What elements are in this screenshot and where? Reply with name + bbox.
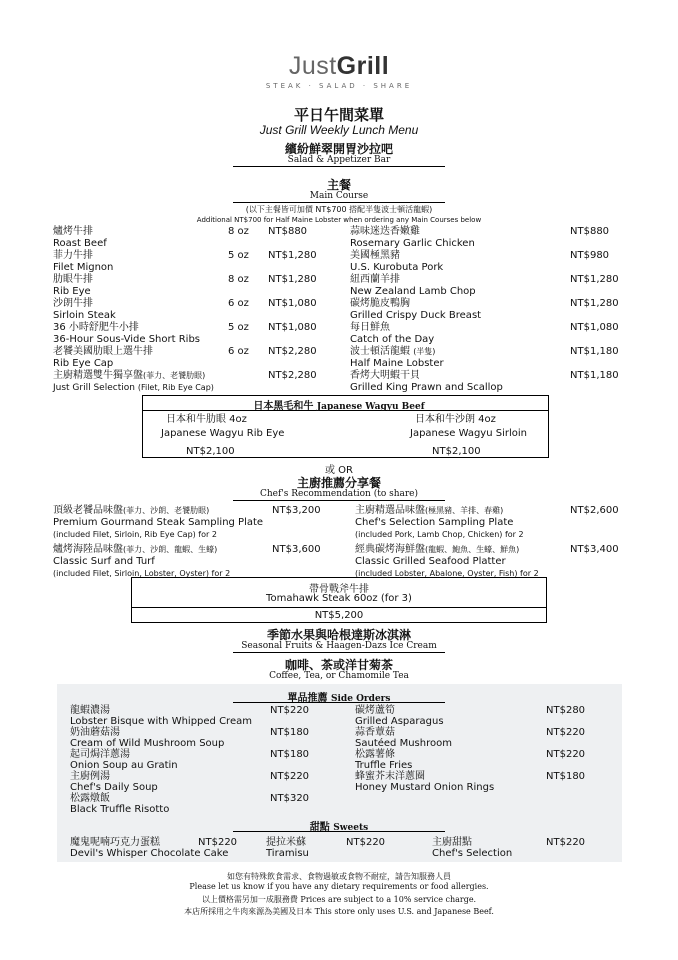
side-orders-title-zh: 單品推薦 [287,693,328,704]
side-price: NT$280 [546,705,586,716]
logo-just: Just [288,52,337,80]
footer-allergy-en: Please let us know if you have any dietary requirements or food allergies. [189,882,489,891]
dish-price: NT$1,080 [268,298,317,309]
dish-zh: 每日鮮魚 [350,322,390,333]
sweet-price: NT$220 [346,837,386,848]
dish-price: NT$880 [570,226,610,237]
footer-allergy-zh: 如您有特殊飲食需求、食物過敏或食物不耐症，請告知服務人員 [227,872,451,881]
logo-tagline: STEAK · SALAD · SHARE [265,82,413,90]
wagyu-sirloin-price: NT$2,100 [432,446,481,457]
side-price: NT$180 [546,771,586,782]
side-zh: 蜂蜜芥末洋蔥圈 [355,771,425,782]
dish-zh [350,346,435,358]
sweet-zh: 提拉米蘇 [266,837,306,848]
sweet-price: NT$220 [546,837,586,848]
share-zh-note: (菲力、沙朗、老饕肋眼) [123,506,210,515]
dish-zh: 菲力牛排 [53,250,93,261]
dish-en: Grilled Crispy Duck Breast [350,310,482,321]
side-zh: 龍蝦濃湯 [70,705,110,716]
side-price: NT$320 [270,793,310,804]
dish-oz: 6 oz [228,346,249,357]
salad-bar-zh: 繽紛鮮翠開胃沙拉吧 [284,142,393,156]
dish-zh: 美國極黑豬 [350,250,400,261]
dish-zh: 老饕美國肋眼上選牛排 [53,346,153,357]
side-zh: 碳烤蘆筍 [355,705,395,716]
divider [233,202,445,203]
side-price: NT$220 [270,705,310,716]
dish-zh: 爐烤牛排 [53,226,93,237]
divider [233,831,445,832]
dish-en: Roast Beef [53,238,107,249]
sweets-title-zh: 甜點 [309,822,330,833]
share-title-zh: 主廚推薦分享餐 [296,476,381,490]
dish-en-note: (Filet, Rib Eye Cap) [137,383,214,392]
dessert-bar-zh: 季節水果與哈根達斯冰淇淋 [266,628,411,642]
dish-price: NT$1,280 [268,274,317,285]
footer-service-charge: 以上價格需另加一成服務費 Prices are subject to a 10% service charge. [201,895,477,904]
share-zh-note: (菲力、沙朗、龍蝦、生蠔) [123,545,218,554]
dish-zh: 紐西蘭羊排 [350,274,400,285]
side-price: NT$180 [270,749,310,760]
drinks-en: Coffee, Tea, or Chamomile Tea [269,671,409,681]
share-zh [53,544,217,556]
wagyu-sirloin-zh: 日本和牛沙朗 4oz [415,414,496,425]
divider [233,702,445,703]
share-zh-note: (龍蝦、鮑魚、生蠔、鮮魚) [425,545,520,554]
side-price: NT$180 [270,727,310,738]
divider [233,500,445,501]
wagyu-ribeye-price: NT$2,100 [186,446,235,457]
dish-price: NT$2,280 [268,346,317,357]
dish-zh: 蒜味迷迭香嫩雞 [350,226,420,237]
side-en: Sautéed Mushroom [355,738,452,749]
sweet-zh: 主廚甜點 [432,837,472,848]
drinks-zh: 咖啡、茶或洋甘菊茶 [284,658,393,672]
side-zh: 起司焗洋蔥湯 [70,749,130,760]
side-price: NT$220 [546,749,586,760]
share-en-note: (included Filet, Sirloin, Lobster, Oyster) for 2 [53,569,231,578]
side-price: NT$220 [270,771,310,782]
wagyu-title-en: Japanese Wagyu Beef [316,402,425,412]
sweet-en: Chef's Selection [432,848,513,859]
divider [233,652,445,653]
menu-title-en: Just Grill Weekly Lunch Menu [259,123,419,137]
dish-zh: 肋眼牛排 [53,274,93,285]
dish-oz: 5 oz [228,322,249,333]
side-zh: 蒜香蕈菇 [355,727,395,738]
share-zh-name: 頂級老饕品味盤 [53,505,123,516]
footer-beef-source: 本店所採用之牛肉來源為美國及日本 This store only uses U.S. and Japanese Beef. [184,907,494,916]
share-price: NT$3,600 [272,544,321,555]
divider [131,607,547,608]
logo-grill: Grill [336,52,390,80]
side-en: Lobster Bisque with Whipped Cream [70,716,252,727]
dish-price: NT$2,280 [268,370,317,381]
side-zh: 主廚例湯 [70,771,110,782]
dish-zh [53,370,205,382]
lobster-note-zh: (以下主餐皆可加價 NT$700 搭配半隻波士頓活龍蝦) [245,205,433,214]
share-price: NT$3,400 [570,544,619,555]
or-divider: 或 OR [325,465,353,476]
dish-zh: 沙朗牛排 [53,298,93,309]
dish-price: NT$1,180 [570,346,619,357]
dish-en: U.S. Kurobuta Pork [350,262,444,273]
main-course-title-en: Main Course [309,191,369,201]
tomahawk-en: Tomahawk Steak 60oz (for 3) [266,593,412,604]
share-en-note: (included Filet, Sirloin, Rib Eye Cap) for 2 [53,530,217,539]
sweets-title-en: Sweets [333,823,369,833]
dish-en-name: Just Grill Selection [53,383,135,393]
dish-oz: 6 oz [228,298,249,309]
dish-zh-note: (菲力、老饕肋眼) [143,371,206,380]
sweet-en: Devil's Whisper Chocolate Cake [70,848,229,859]
lobster-note-en: Additional NT$700 for Half Maine Lobster when ordering any Main Courses below [196,216,482,224]
share-title-en: Chef's Recommendation (to share) [259,489,419,499]
dish-oz: 5 oz [228,250,249,261]
side-en: Black Truffle Risotto [70,804,170,815]
wagyu-ribeye-en: Japanese Wagyu Rib Eye [161,428,285,439]
dish-oz: 8 oz [228,226,249,237]
dish-en: New Zealand Lamb Chop [350,286,476,297]
sweet-price: NT$220 [198,837,238,848]
dish-en: Rosemary Garlic Chicken [350,238,475,249]
share-en: Premium Gourmand Steak Sampling Plate [53,517,264,528]
brand-logo [0,52,678,81]
dish-en: Half Maine Lobster [350,358,444,369]
dish-en [53,382,214,394]
side-orders-panel [57,684,622,862]
dish-zh: 36 小時舒肥牛小排 [53,322,139,333]
share-price: NT$2,600 [570,505,619,516]
share-en: Classic Surf and Turf [53,556,155,567]
wagyu-title-zh: 日本黑毛和牛 [253,401,314,412]
share-zh-name: 爐烤海陸品味盤 [53,544,123,555]
dish-en: Grilled King Prawn and Scallop [350,382,503,393]
dish-price: NT$1,280 [268,250,317,261]
share-zh [53,505,209,517]
dish-zh-note: (半隻) [413,347,436,356]
sweet-zh: 魔鬼呢喃巧克力蛋糕 [70,837,160,848]
side-en: Cream of Wild Mushroom Soup [70,738,225,749]
share-en-note: (included Pork, Lamb Chop, Chicken) for 2 [355,530,524,539]
side-en: Chef's Daily Soup [70,782,158,793]
dish-price: NT$1,280 [570,298,619,309]
dish-price: NT$1,280 [570,274,619,285]
dish-zh: 碳烤脆皮鴨胸 [350,298,410,309]
share-zh [355,544,519,556]
share-zh [355,505,503,517]
side-zh: 松露薯條 [355,749,395,760]
side-price: NT$220 [546,727,586,738]
sweet-en: Tiramisu [266,848,309,859]
menu-title-zh: 平日午間菜單 [293,106,384,124]
divider [233,166,445,167]
share-price: NT$3,200 [272,505,321,516]
dish-en: 36-Hour Sous-Vide Short Ribs [53,334,201,345]
dish-oz: 8 oz [228,274,249,285]
side-zh: 松露燉飯 [70,793,110,804]
side-en: Honey Mustard Onion Rings [355,782,495,793]
side-orders-title-en: Side Orders [331,694,391,704]
dish-price: NT$1,180 [570,370,619,381]
wagyu-sirloin-en: Japanese Wagyu Sirloin [410,428,527,439]
dish-en: Filet Mignon [53,262,114,273]
dish-zh-name: 主廚精選雙牛獨享盤 [53,370,143,381]
side-en: Onion Soup au Gratin [70,760,178,771]
dish-price: NT$880 [268,226,308,237]
wagyu-ribeye-zh: 日本和牛肋眼 4oz [166,414,247,425]
side-en: Truffle Fries [355,760,413,771]
dish-en: Sirloin Steak [53,310,116,321]
share-zh-name: 主廚精選品味盤 [355,505,425,516]
dessert-bar-en: Seasonal Fruits & Haagen-Dazs Ice Cream [241,641,437,651]
dish-price: NT$1,080 [570,322,619,333]
dish-price: NT$980 [570,250,610,261]
salad-bar-en: Salad & Appetizer Bar [287,155,391,165]
dish-en: Rib Eye [53,286,91,297]
side-zh: 奶油蘑菇湯 [70,727,120,738]
dish-en: Rib Eye Cap [53,358,114,369]
share-en: Chef's Selection Sampling Plate [355,517,514,528]
dish-price: NT$1,080 [268,322,317,333]
share-zh-note: (極黑豬、羊排、春雞) [425,506,504,515]
dish-zh: 香烤大明蝦干貝 [350,370,420,381]
share-zh-name: 經典碳烤海鮮盤 [355,544,425,555]
wagyu-title [0,397,678,412]
share-en: Classic Grilled Seafood Platter [355,556,506,567]
dish-zh-name: 波士頓活龍蝦 [350,346,410,357]
main-course-title-zh: 主餐 [326,178,351,192]
share-en-note: (included Lobster, Abalone, Oyster, Fish) for 2 [355,569,539,578]
side-en: Grilled Asparagus [355,716,444,727]
tomahawk-price: NT$5,200 [314,610,364,621]
tomahawk-zh: 帶骨戰斧牛排 [309,584,369,595]
dish-en: Catch of the Day [350,334,435,345]
